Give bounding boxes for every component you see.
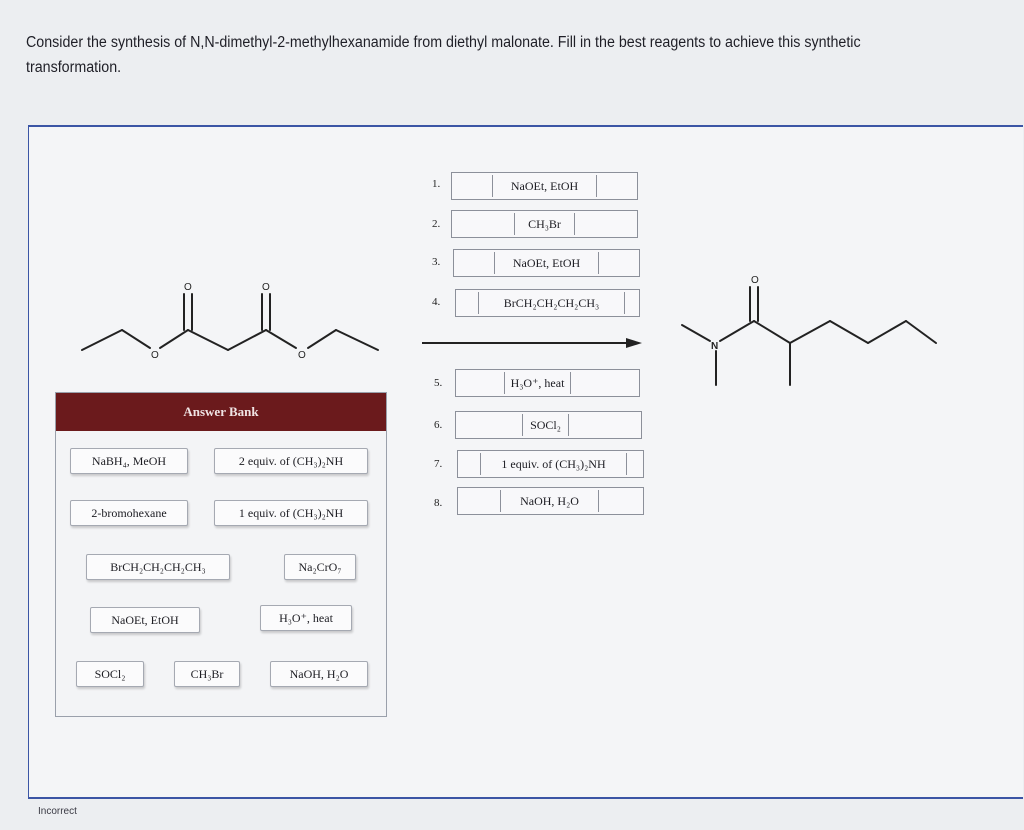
step-number: 3. — [432, 256, 441, 268]
step-7-reagent[interactable]: 1 equiv. of (CH₃)₂NH — [480, 453, 627, 475]
step-7-slot[interactable] — [457, 450, 644, 478]
step-1-slot[interactable] — [451, 172, 638, 200]
step-number: 1. — [432, 178, 441, 190]
step-3-slot[interactable] — [453, 249, 640, 277]
atom-label: O — [184, 282, 192, 293]
step-6-slot[interactable] — [455, 411, 642, 439]
atom-label: N — [711, 341, 719, 352]
step-number: 2. — [432, 218, 441, 230]
bank-item[interactable]: NaOEt, EtOH — [90, 607, 200, 633]
step-4-reagent[interactable]: BrCH₂CH₂CH₂CH₃ — [478, 292, 625, 314]
bank-item[interactable]: H₃O⁺, heat — [260, 605, 352, 631]
step-6-reagent[interactable]: SOCl₂ — [522, 414, 569, 436]
step-8-slot[interactable] — [457, 487, 644, 515]
answer-bank — [55, 392, 387, 717]
step-number: 6. — [434, 419, 443, 431]
answer-bank-title: Answer Bank — [56, 393, 386, 431]
step-2-reagent[interactable]: CH₃Br — [514, 213, 575, 235]
bank-item[interactable]: NaBH₄, MeOH — [70, 448, 188, 474]
bank-item[interactable]: 1 equiv. of (CH₃)₂NH — [214, 500, 368, 526]
step-number: 8. — [434, 497, 443, 509]
step-8-reagent[interactable]: NaOH, H₂O — [500, 490, 599, 512]
step-number: 5. — [434, 377, 443, 389]
atom-label: O — [151, 350, 159, 361]
step-2-slot[interactable] — [451, 210, 638, 238]
bank-item[interactable]: SOCl₂ — [76, 661, 144, 687]
bank-item[interactable]: NaOH, H₂O — [270, 661, 368, 687]
atom-label: O — [751, 275, 759, 286]
atom-label: O — [298, 350, 306, 361]
bank-item[interactable]: BrCH₂CH₂CH₂CH₃ — [86, 554, 230, 580]
step-1-reagent[interactable]: NaOEt, EtOH — [492, 175, 597, 197]
reaction-arrow — [420, 335, 646, 351]
bank-item[interactable]: CH₃Br — [174, 661, 240, 687]
bank-item[interactable]: 2 equiv. of (CH₃)₂NH — [214, 448, 368, 474]
bank-item[interactable]: 2-bromohexane — [70, 500, 188, 526]
step-5-reagent[interactable]: H₃O⁺, heat — [504, 372, 571, 394]
step-number: 7. — [434, 458, 443, 470]
step-4-slot[interactable] — [455, 289, 640, 317]
question-text: Consider the synthesis of N,N-dimethyl-2-methylhexanamide from diethyl malonate. Fill in the best reagents to achieve this synthetic transformation. — [26, 34, 861, 76]
starting-material-structure — [70, 270, 390, 370]
atom-label: O — [262, 282, 270, 293]
step-3-reagent[interactable]: NaOEt, EtOH — [494, 252, 599, 274]
bank-item[interactable]: Na₂CrO₇ — [284, 554, 356, 580]
step-number: 4. — [432, 296, 441, 308]
result-status: Incorrect — [38, 806, 77, 817]
product-structure — [670, 265, 950, 395]
step-5-slot[interactable] — [455, 369, 640, 397]
